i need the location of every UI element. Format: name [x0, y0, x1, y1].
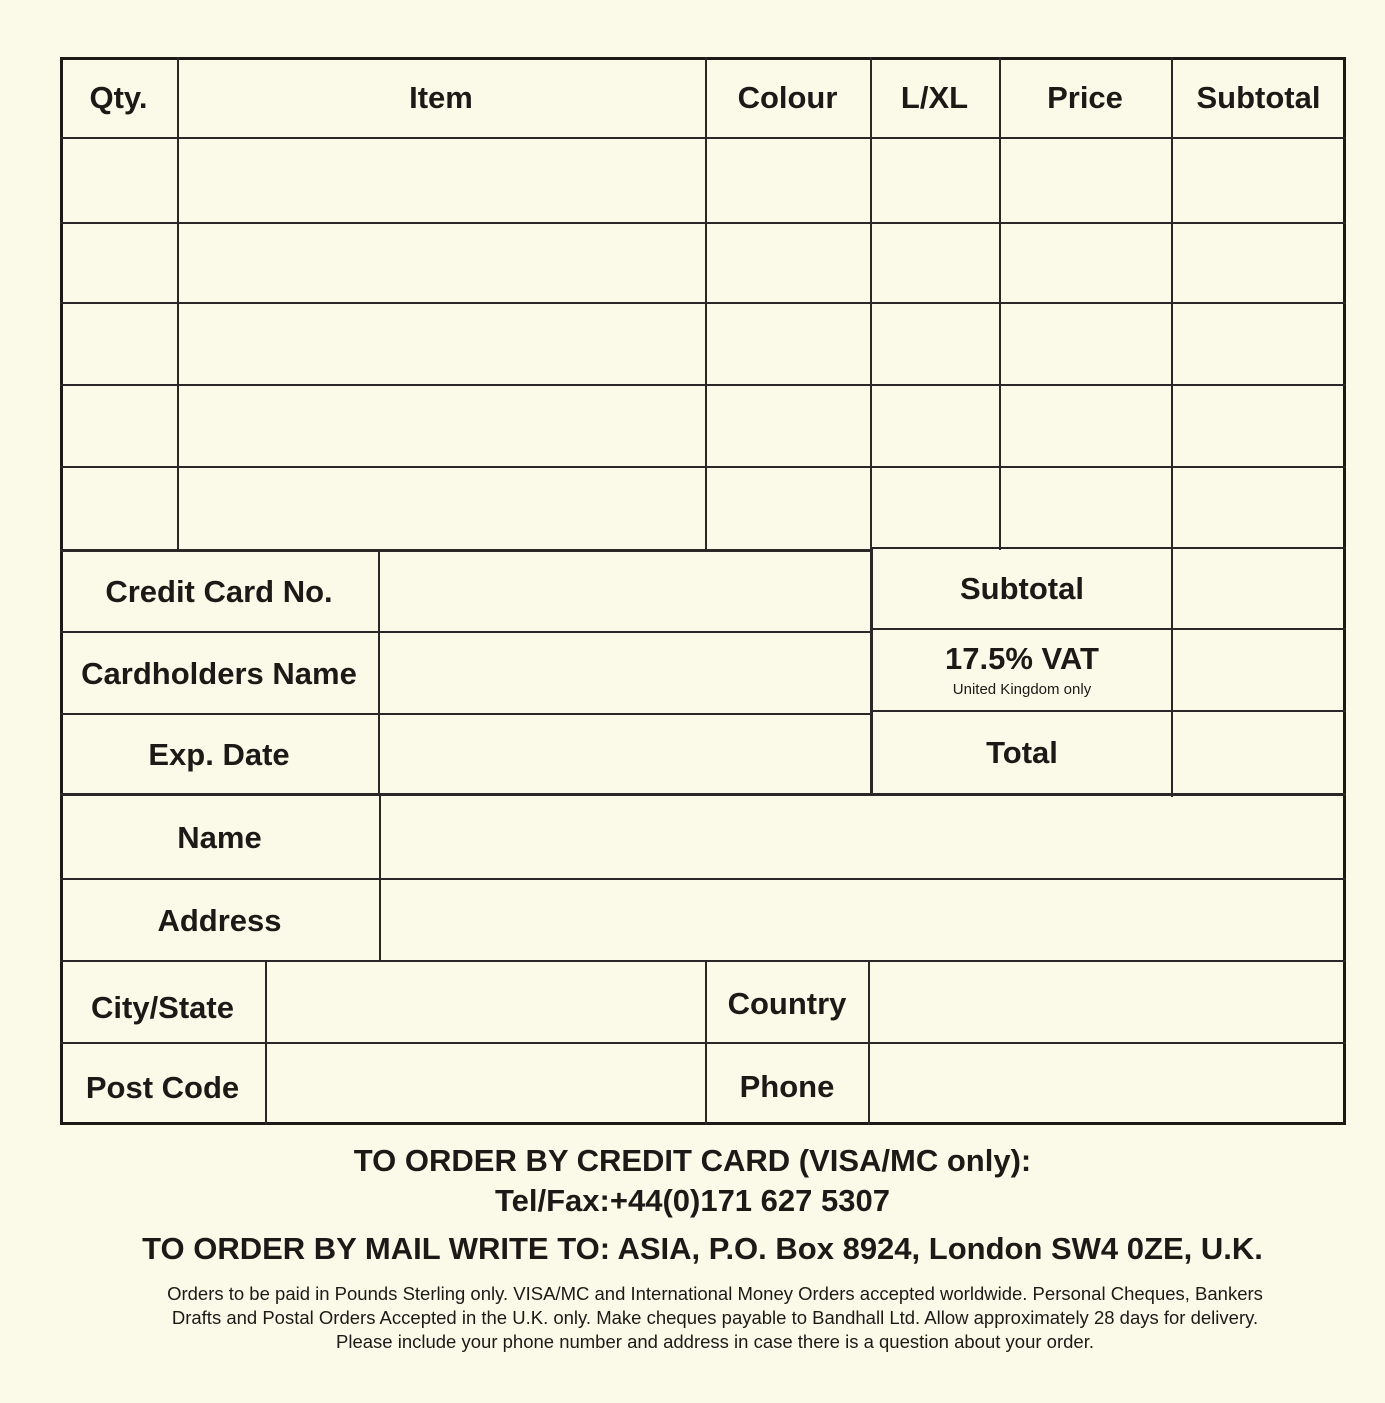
phone-label: Phone: [739, 1068, 835, 1104]
vat-note: United Kingdom only: [952, 681, 1092, 698]
header-subtotal: Subtotal: [1196, 79, 1321, 115]
table-row[interactable]: [60, 139, 1346, 222]
city-state-field[interactable]: [267, 962, 705, 1042]
credit-card-order-heading: TO ORDER BY CREDIT CARD (VISA/MC only):: [353, 1143, 1032, 1178]
address-label: Address: [157, 902, 282, 938]
name-field[interactable]: [381, 796, 1346, 878]
cardholder-field[interactable]: [380, 633, 870, 713]
address-field[interactable]: [381, 880, 1346, 960]
post-code-field[interactable]: [267, 1044, 705, 1125]
total-label: Total: [986, 735, 1058, 770]
post-code-label: Post Code: [85, 1069, 240, 1105]
terms-line-2: Drafts and Postal Orders Accepted in the U.K. only. Make cheques payable to Bandhall Ltd. Allow approximately 28 days for delivery.: [171, 1307, 1259, 1328]
name-label: Name: [177, 819, 262, 855]
exp-date-label: Exp. Date: [148, 736, 290, 772]
credit-card-label: Credit Card No.: [105, 574, 333, 609]
city-state-label: City/State: [91, 989, 234, 1025]
exp-date-field[interactable]: [380, 715, 870, 793]
phone-field[interactable]: [870, 1044, 1346, 1125]
header-item: Item: [409, 79, 473, 115]
total-field[interactable]: [1173, 712, 1346, 793]
country-field[interactable]: [870, 962, 1346, 1042]
header-price: Price: [1047, 79, 1123, 115]
totals-subtotal-field[interactable]: [1173, 548, 1346, 628]
vat-label: [873, 630, 1171, 710]
header-colour: Colour: [737, 79, 838, 115]
table-row[interactable]: [60, 386, 1346, 466]
header-size: L/XL: [900, 79, 969, 115]
table-row[interactable]: [60, 224, 1346, 302]
table-row[interactable]: [60, 468, 1346, 550]
header-qty: Qty.: [89, 79, 148, 115]
credit-card-field[interactable]: [380, 552, 870, 631]
terms-line-3: Please include your phone number and address in case there is a question about your order.: [336, 1331, 1094, 1352]
mail-order-address: TO ORDER BY MAIL WRITE TO: ASIA, P.O. Box 8924, London SW4 0ZE, U.K.: [142, 1231, 1263, 1266]
country-label: Country: [727, 986, 847, 1021]
vat-rate: 17.5% VAT: [945, 641, 1099, 676]
vat-field[interactable]: [1173, 630, 1346, 710]
cardholder-label: Cardholders Name: [81, 655, 357, 691]
table-row[interactable]: [60, 304, 1346, 384]
tel-fax-number: Tel/Fax:+44(0)171 627 5307: [495, 1183, 890, 1218]
terms-line-1: Orders to be paid in Pounds Sterling only. VISA/MC and International Money Orders accepted worldwide. Personal Cheques, Bankers: [167, 1283, 1263, 1304]
totals-subtotal-label: Subtotal: [960, 570, 1084, 606]
